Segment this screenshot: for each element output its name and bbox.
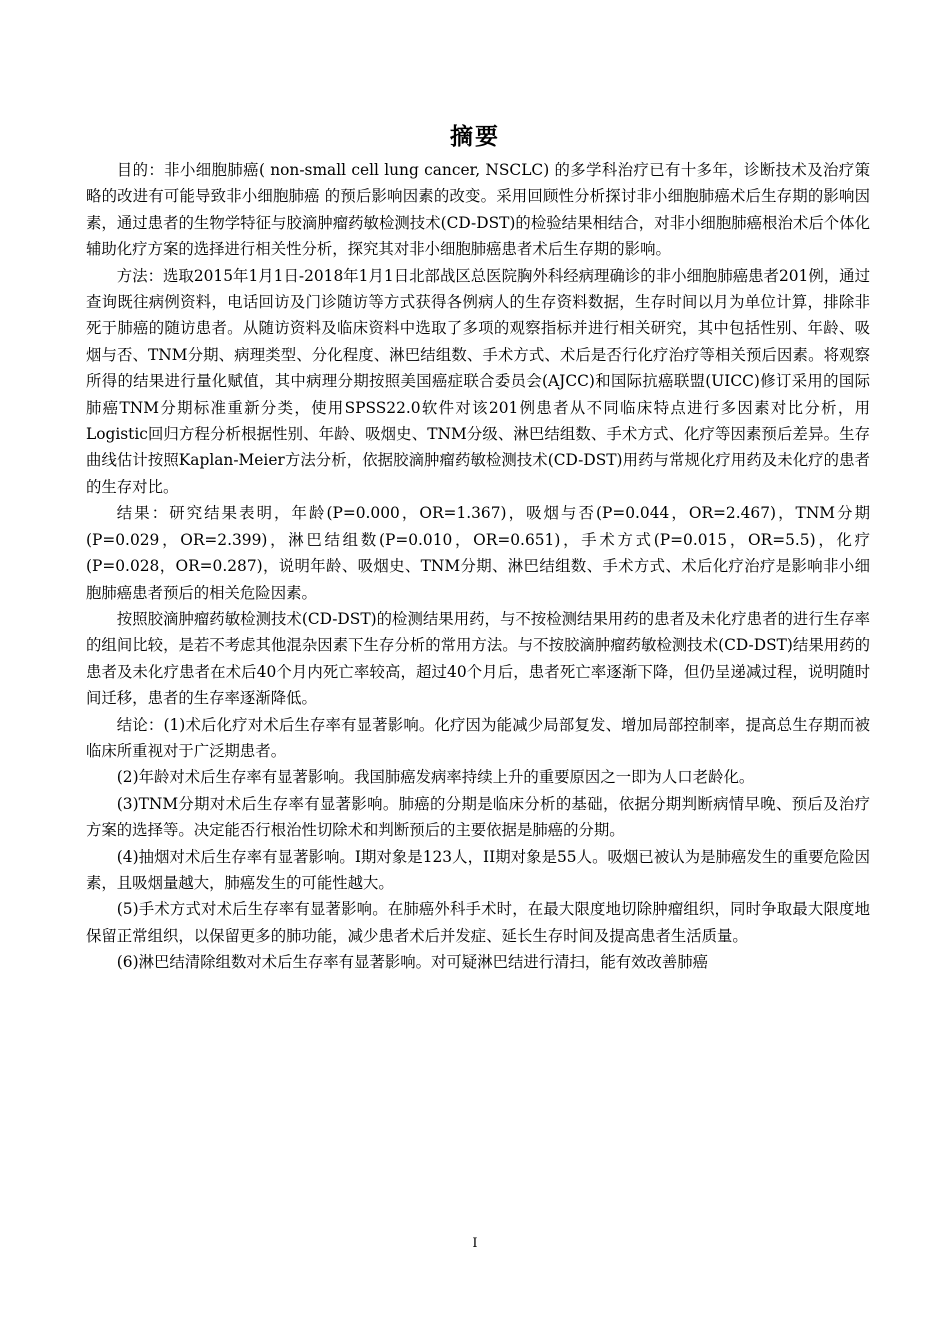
paragraph-conclusion-2: (2)年龄对术后生存率有显著影响。我国肺癌发病率持续上升的重要原因之一即为人口老龄化。 bbox=[116, 768, 755, 787]
paragraph-conclusion-6: (6)淋巴结清除组数对术后生存率有显著影响。对可疑淋巴结进行清扫，能有效改善肺癌 bbox=[116, 953, 709, 972]
paragraph-conclusion-3: (3)TNM分期对术后生存率有显著影响。肺癌的分期是临床分析的基础，依据分期判断病情早晚、预后及治疗方案的选择等。决定能否行根治性切除术和判断预后的主要依据是肺癌的分期。 bbox=[86, 794, 870, 840]
paragraph-results: 结果：研究结果表明，年龄(P=0.000，OR=1.367)，吸烟与否(P=0.044，OR=2.467)，TNM分期(P=0.029，OR=2.399)，淋巴结组数(P=0.010，OR=0.651)，手术方式(P=0.015，OR=5.5)，化疗(P=0.028，OR=0.287)，说明年龄、吸烟史、TNM分期、淋巴结组数、手术方式、术后化疗治疗是影响非小细胞肺癌患者预后的相关危险因素。 bbox=[86, 504, 870, 602]
paragraph-conclusion-4: (4)抽烟对术后生存率有显著影响。I期对象是123人，II期对象是55人。吸烟已被认为是肺癌发生的重要危险因素，且吸烟量越大，肺癌发生的可能性越大。 bbox=[86, 847, 870, 892]
paragraph-conclusion-5: (5)手术方式对术后生存率有显著影响。在肺癌外科手术时，在最大限度地切除肿瘤组织，同时争取最大限度地保留正常组织，以保留更多的肺功能，减少患者术后并发症、延长生存时间及提高患者生活质量。 bbox=[86, 900, 870, 945]
paragraph-methods: 方法：选取2015年1月1日-2018年1月1日北部战区总医院胸外科经病理确诊的非小细胞肺癌患者201例，通过查询既往病例资料，电话回访及门诊随访等方式获得各例病人的生存资料数据，生存时间以月为单位计算，排除非死于肺癌的随访患者。从随访资料及临床资料中选取了多项的观察指标并进行相关研究，其中包括性别、年龄、吸烟与否、TNM分期、病理类型、分化程度、淋巴结组数、手术方式、术后是否行化疗治疗等相关预后因素。将观察所得的结果进行量化赋值，其中病理分期按照美国癌症联合委员会(AJCC)和国际抗癌联盟(UICC)修订采用的国际肺癌TNM分期标准重新分类，使用SPSS22.0软件对该201例患者从不同临床特点进行多因素对比分析，用Logistic回归方程分析根据性别、年龄、吸烟史、TNM分级、淋巴结组数、手术方式、化疗等因素预后差异。生存曲线估计按照Kaplan-Meier方法分析，依据胶滴肿瘤药敏检测技术(CD-DST)用药与常规化疗用药及未化疗的患者的生存对比。 bbox=[86, 266, 870, 496]
page-number: I bbox=[472, 1236, 478, 1251]
paragraph-cd-dst-comparison: 按照胶滴肿瘤药敏检测技术(CD-DST)的检测结果用药，与不按检测结果用药的患者及未化疗患者的进行生存率的组间比较，是若不考虑其他混杂因素下生存分析的常用方法。与不按胶滴肿瘤药敏检测技术(CD-DST)结果用药的患者及未化疗患者在术后40个月内死亡率较高，超过40个月后，患者死亡率逐渐下降，但仍呈递减过程，说明随时间迁移，患者的生存率逐渐降低。 bbox=[86, 609, 870, 708]
paragraph-objective: 目的：非小细胞肺癌( non-small cell lung cancer, NSCLC) 的多学科治疗已有十多年，诊断技术及治疗策略的改进有可能导致非小细胞肺癌 的预后影响因素的改变。采用回顾性分析探讨非小细胞肺癌术后生存期的影响因素，通过患者的生物学特征与胶滴肿瘤药敏检测技术(CD-DST)的检验结果相结合，对非小细胞肺癌根治术后个体化辅助化疗方案的选择进行相关性分析，探究其对非小细胞肺癌患者术后生存期的影响。 bbox=[86, 161, 870, 259]
page-title: 摘要 bbox=[450, 124, 500, 150]
abstract-body bbox=[86, 157, 870, 976]
paragraph-conclusion-1: 结论：(1)术后化疗对术后生存率有显著影响。化疗因为能减少局部复发、增加局部控制率，提高总生存期而被临床所重视对于广泛期患者。 bbox=[86, 715, 870, 760]
